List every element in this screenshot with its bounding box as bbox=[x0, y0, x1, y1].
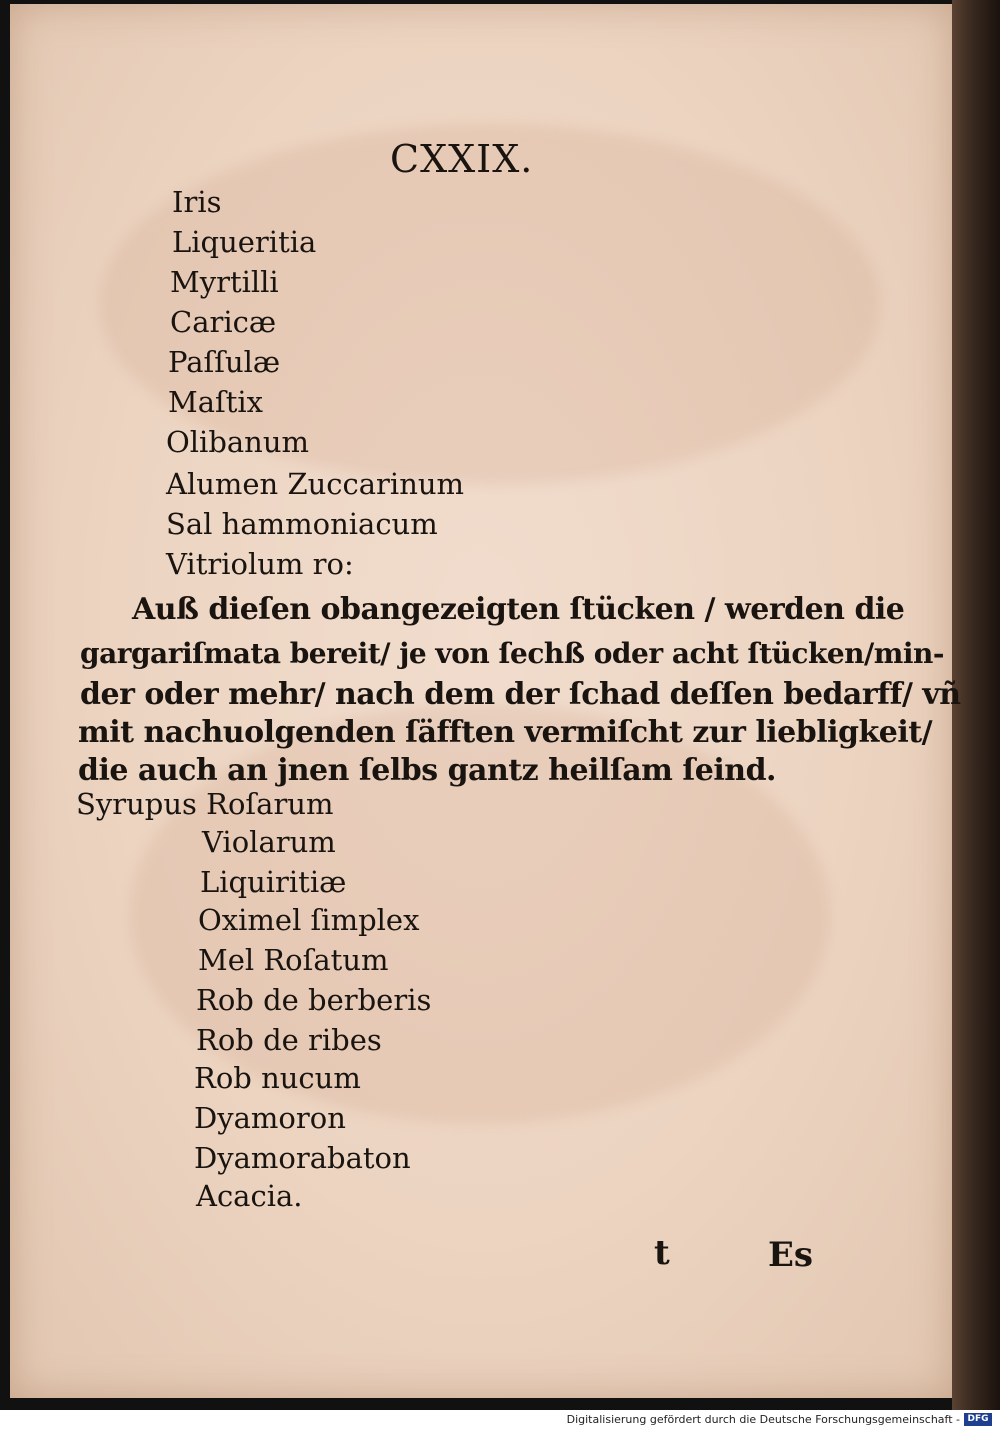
syrup-line: Rob nucum bbox=[194, 1061, 361, 1095]
syrup-line: Violarum bbox=[202, 825, 336, 859]
ingredient-line: Sal hammoniacum bbox=[166, 507, 438, 541]
syrup-line: Mel Roſatum bbox=[198, 943, 389, 977]
funding-credit: Digitalisierung gefördert durch die Deutsche Forschungsgemeinschaft - bbox=[566, 1413, 960, 1426]
ingredient-line: Maſtix bbox=[168, 385, 264, 419]
paragraph-line: der oder mehr/ nach dem der ſchad deſſen bedarff/ vñ bbox=[80, 677, 961, 712]
syrup-line: Liquiritiæ bbox=[200, 865, 347, 899]
folio-number: CXXIX. bbox=[390, 137, 534, 181]
footer-bar bbox=[0, 1411, 1000, 1430]
paragraph-line: gargariſmata bereit/ je von ſechß oder acht ſtücken/min- bbox=[80, 637, 944, 670]
syrup-line: Acacia. bbox=[196, 1179, 303, 1213]
paragraph-line: mit nachuolgenden ſäfften vermiſcht zur liebligkeit/ bbox=[78, 715, 933, 750]
syrup-line: Oximel ſimplex bbox=[198, 903, 420, 937]
ingredient-line: Vitriolum ro: bbox=[166, 547, 354, 581]
ingredient-line: Iris bbox=[172, 185, 222, 219]
ingredient-line: Olibanum bbox=[166, 425, 310, 459]
syrup-line: Dyamorabaton bbox=[194, 1141, 411, 1175]
ingredient-line: Myrtilli bbox=[170, 265, 279, 299]
syrup-line: Dyamoron bbox=[194, 1101, 346, 1135]
paragraph-line: Auß dieſen obangezeigten ſtücken / werden die bbox=[132, 592, 905, 627]
dfg-logo: DFG bbox=[964, 1413, 992, 1426]
syrup-line: Rob de ribes bbox=[196, 1023, 382, 1057]
ingredient-line: Caricæ bbox=[170, 305, 277, 339]
syrup-line: Rob de berberis bbox=[196, 983, 432, 1017]
catchword-mark: t bbox=[654, 1233, 670, 1273]
paragraph-line: die auch an jnen ſelbs gantz heilſam ſeind. bbox=[78, 753, 776, 788]
ingredient-line: Paſſulæ bbox=[168, 345, 281, 379]
ingredient-line: Liqueritia bbox=[172, 225, 317, 259]
signature-mark: Es bbox=[768, 1235, 814, 1275]
ingredient-line: Alumen Zuccarinum bbox=[166, 467, 465, 501]
syrupus-heading: Syrupus Roſarum bbox=[76, 787, 334, 821]
